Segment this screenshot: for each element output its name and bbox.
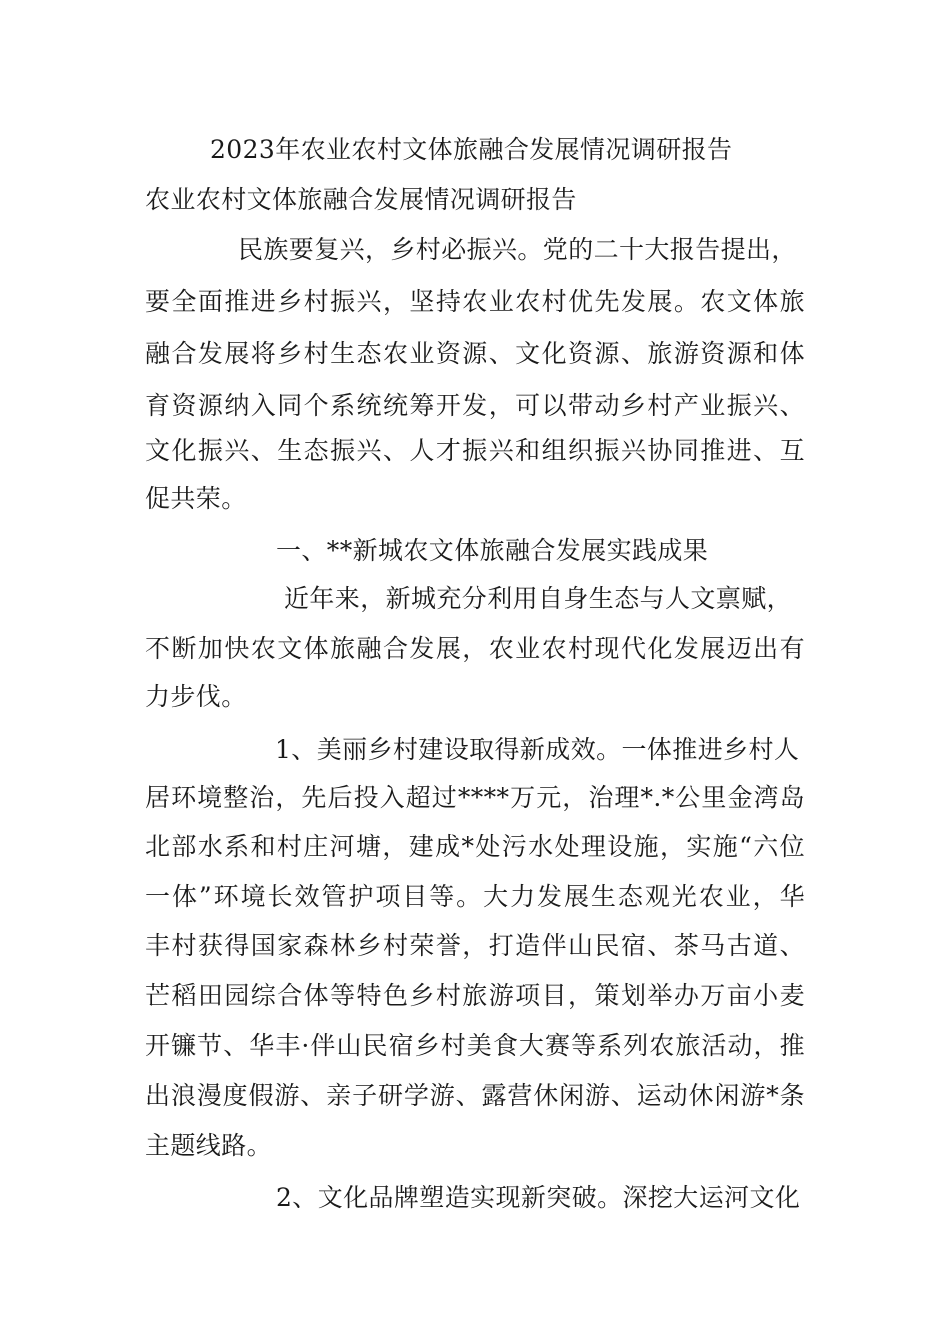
item1-line: 芒稻田园综合体等特色乡村旅游项目，策划举办万亩小麦	[145, 981, 805, 1010]
section1-intro-line: 力步伐。	[145, 682, 247, 711]
item2-line: 2、文化品牌塑造实现新突破。深挖大运河文化	[276, 1183, 801, 1212]
intro-line: 促共荣。	[145, 484, 247, 513]
section-heading: 一、**新城农文体旅融合发展实践成果	[276, 536, 709, 565]
section1-intro-line: 不断加快农文体旅融合发展，农业农村现代化发展迈出有	[145, 634, 805, 663]
item1-line: 出浪漫度假游、亲子研学游、露营休闲游、运动休闲游*条	[145, 1081, 805, 1110]
document-subtitle: 农业农村文体旅融合发展情况调研报告	[145, 185, 577, 214]
intro-line: 要全面推进乡村振兴，坚持农业农村优先发展。农文体旅	[145, 287, 805, 316]
document-title: 2023年农业农村文体旅融合发展情况调研报告	[210, 135, 733, 164]
item1-line: 北部水系和村庄河塘，建成*处污水处理设施，实施“六位	[145, 832, 805, 861]
intro-line: 民族要复兴，乡村必振兴。党的二十大报告提出，	[238, 235, 797, 264]
item1-line: 主题线路。	[145, 1131, 273, 1160]
intro-line: 育资源纳入同个系统统筹开发，可以带动乡村产业振兴、	[145, 391, 805, 420]
item1-line: 开镰节、华丰·伴山民宿乡村美食大赛等系列农旅活动，推	[145, 1031, 805, 1060]
item1-line: 一体”环境长效管护项目等。大力发展生态观光农业，华	[145, 882, 805, 911]
intro-line: 文化振兴、生态振兴、人才振兴和组织振兴协同推进、互	[145, 436, 805, 465]
item1-line: 居环境整治，先后投入超过****万元，治理*.*公里金湾岛	[145, 783, 805, 812]
item1-line: 丰村获得国家森林乡村荣誉，打造伴山民宿、茶马古道、	[145, 931, 805, 960]
intro-line: 融合发展将乡村生态农业资源、文化资源、旅游资源和体	[145, 339, 805, 368]
item1-line: 1、美丽乡村建设取得新成效。一体推进乡村人	[275, 735, 800, 764]
section1-intro-line: 近年来，新城充分利用自身生态与人文禀赋，	[284, 584, 793, 613]
